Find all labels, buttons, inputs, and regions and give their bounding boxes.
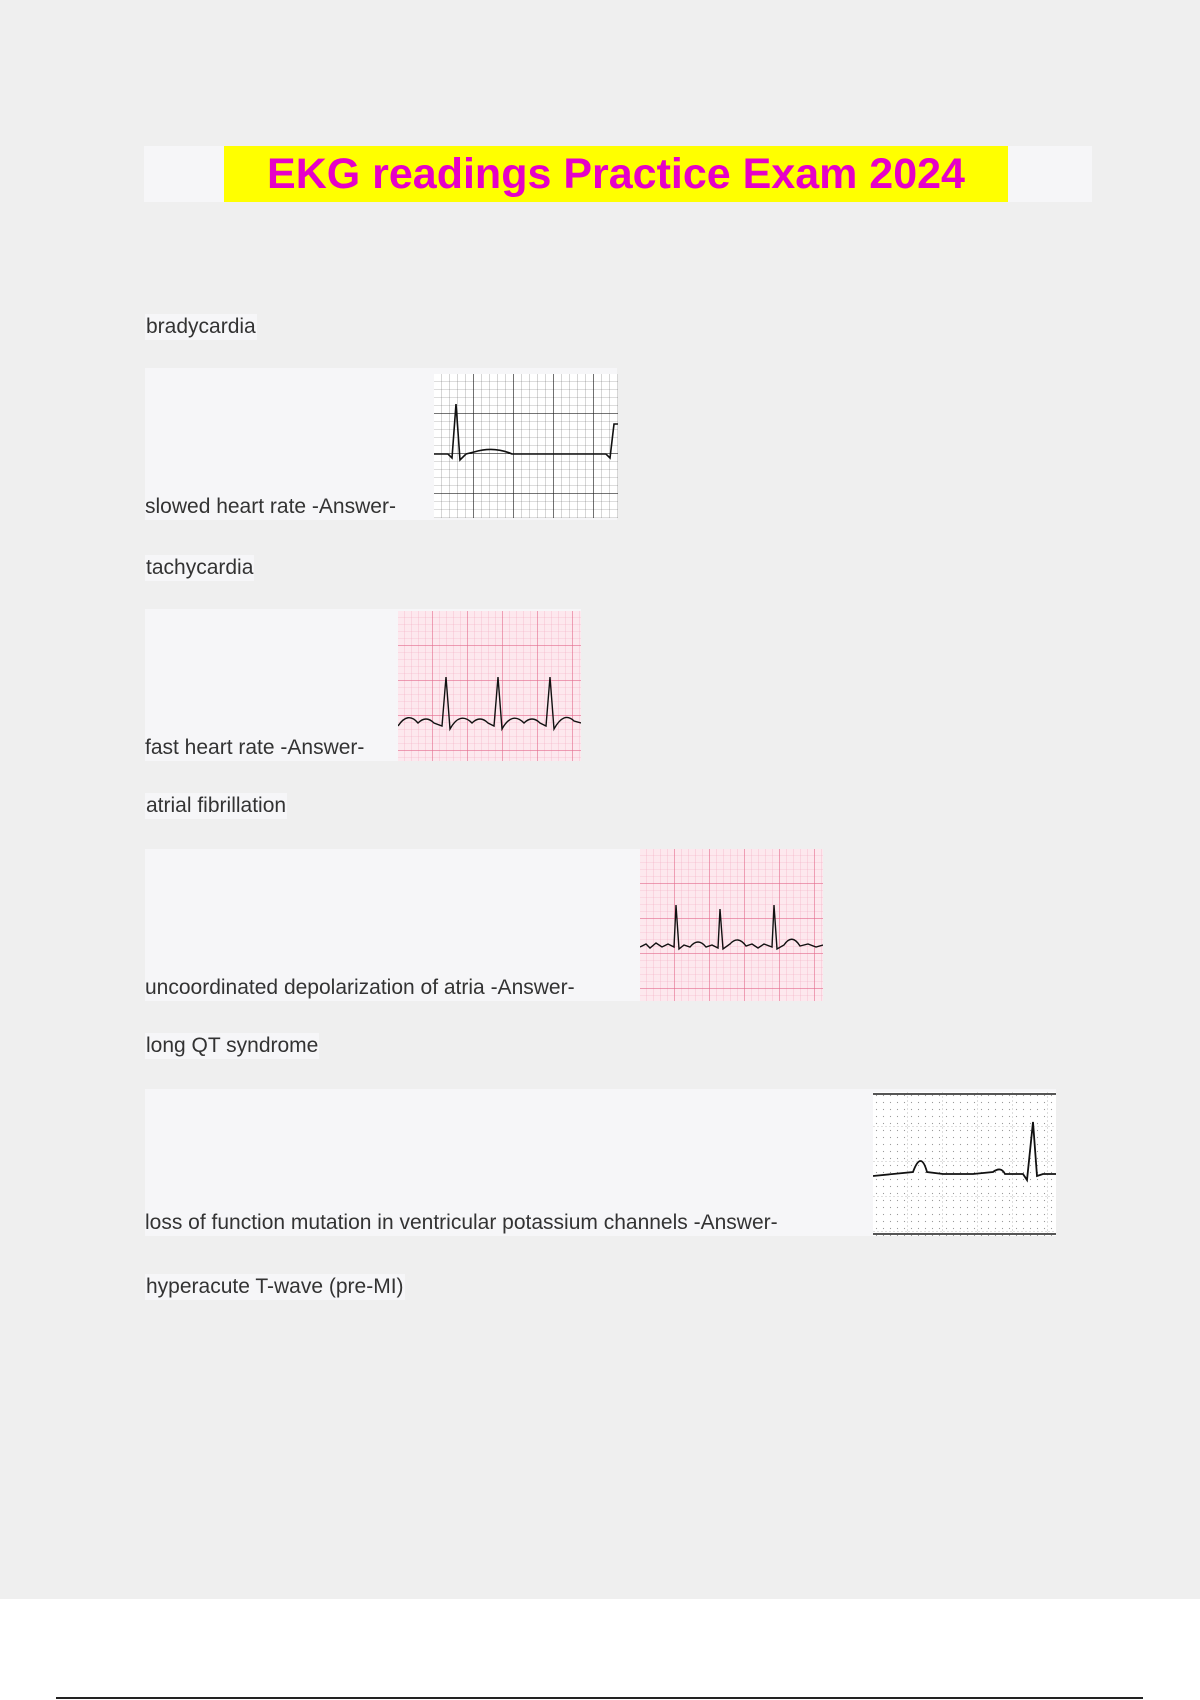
term-text: atrial fibrillation [146, 794, 287, 817]
answer-block [145, 1089, 1056, 1236]
answer-text: loss of function mutation in ventricular potassium channels -Answer- [145, 1211, 778, 1234]
answer-block [145, 368, 617, 520]
answer-text: uncoordinated depolarization of atria -Answer- [145, 976, 575, 999]
footer-divider [56, 1697, 1143, 1699]
term-text: long QT syndrome [146, 1034, 319, 1057]
ekg-tachycardia-image [398, 611, 581, 761]
ekg-atrial-fibrillation-image [640, 849, 823, 1001]
term-text: tachycardia [146, 556, 254, 579]
answer-text: slowed heart rate -Answer- [145, 495, 396, 518]
ekg-bradycardia-image [434, 374, 618, 518]
answer-block [145, 609, 581, 761]
ekg-long-qt-image [873, 1092, 1056, 1236]
answer-block [145, 849, 823, 1001]
page-title: EKG readings Practice Exam 2024 [224, 146, 1008, 202]
answer-text: fast heart rate -Answer- [145, 736, 365, 759]
term-text: bradycardia [146, 315, 256, 338]
term-text: hyperacute T-wave (pre-MI) [146, 1275, 404, 1298]
